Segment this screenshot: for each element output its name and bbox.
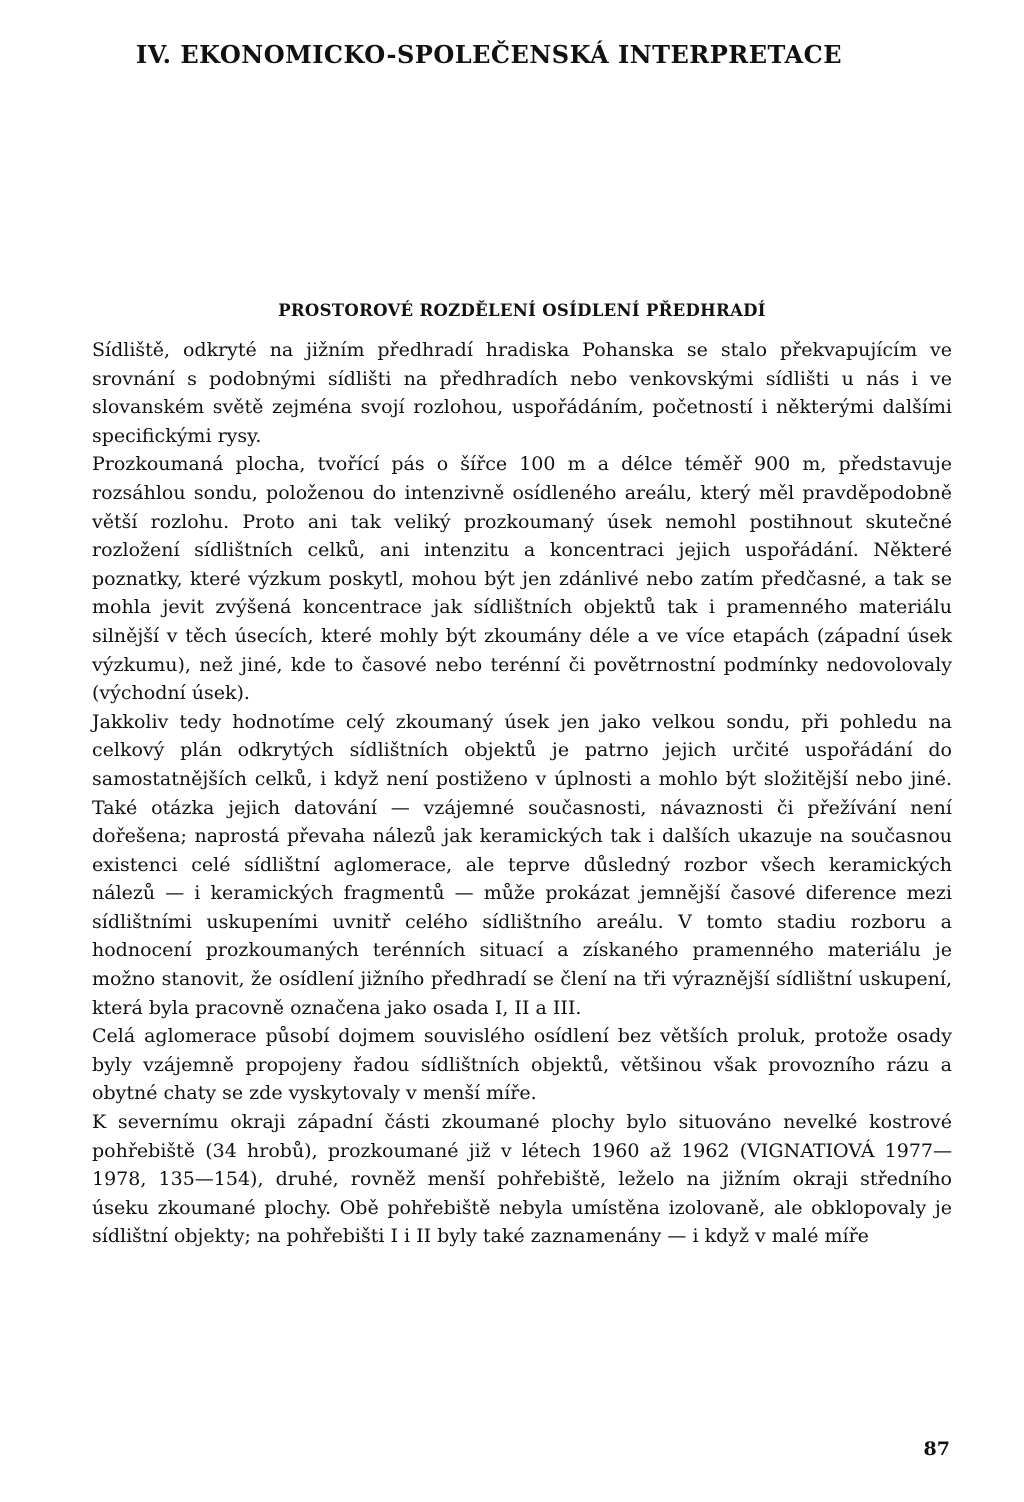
paragraph-2: Prozkoumaná plocha, tvořící pás o šířce 100 m a délce téměř 900 m, představuje rozsáhlou sondu, položenou do intenzivně osídleného areálu, který měl pravděpodobně větší rozlohu. Proto ani tak veliký prozkoumaný úsek nemohl postihnout skutečné rozložení sídlištních celků, ani intenzitu a koncentraci jejich uspořádání. Některé poznatky, které výzkum poskytl, mohou být jen zdánlivé nebo zatím předčasné, a tak se mohla jevit zvýšená koncentrace jak sídlištních objektů tak i pramenného materiálu silnější v těch úsecích, které mohly být zkoumány déle a ve více etapách (západní úsek výzkumu), než jiné, kde to časové nebo terénní či povětrnostní podmínky nedovolovaly (východní úsek). [92, 453, 952, 705]
paragraph-4: Celá aglomerace působí dojmem souvislého osídlení bez větších proluk, protože osady byly vzájemně propojeny řadou sídlištních objektů, většinou však provozního rázu a obytné chaty se zde vyskytovaly v menší míře. [92, 1025, 952, 1105]
chapter-title: IV. EKONOMICKO-SPOLEČENSKÁ INTERPRETACE [136, 40, 843, 69]
section-title: PROSTOROVÉ ROZDĚLENÍ OSÍDLENÍ PŘEDHRADÍ [278, 301, 766, 320]
paragraph-5: K severnímu okraji západní části zkoumané plochy bylo situováno nevelké kostrové pohřebiště (34 hrobů), prozkoumané již v létech 1960 až 1962 (VIGNATIOVÁ 1977—1978, 135—154), druhé, rovněž menší pohřebiště, leželo na jižním okraji středního úseku zkoumané plochy. Obě pohřebiště nebyla umístěna izolovaně, ale obklopovaly je sídlištní objekty; na pohřebišti I i II byly také zaznamenány — i když v malé míře [92, 1111, 952, 1248]
paragraph-3: Jakkoliv tedy hodnotíme celý zkoumaný úsek jen jako velkou sondu, při pohledu na celkový plán odkrytých sídlištních objektů je patrno jejich určité uspořádání do samostatnějších celků, i když není postiženo v úplnosti a mohlo být složitější nebo jiné. Také otázka jejich datování — vzájemné současnosti, návaznosti či přežívání není dořešena; naprostá převaha nálezů jak keramických tak i dalších ukazuje na současnou existenci celé sídlištní aglomerace, ale teprve důsledný rozbor všech keramických nálezů — i keramických fragmentů — může prokázat jemnější časové diference mezi sídlištními uskupeními uvnitř celého sídlištního areálu. V tomto stadiu rozboru a hodnocení prozkoumaných terénních situací a získaného pramenného materiálu je možno stanovit, že osídlení jižního předhradí se člení na tři výraznější sídlištní uskupení, která byla pracovně označena jako osada I, II a III. [92, 710, 952, 1019]
paragraph-1: Sídliště, odkryté na jižním předhradí hradiska Pohanska se stalo překvapujícím ve srovnání s podobnými sídlišti na předhradích nebo venkovskými sídlišti u nás i ve slovanském světě zejména svojí rozlohou, uspořádáním, početností i některými dalšími specifickými rysy. [92, 339, 952, 447]
page-content [92, 40, 952, 1251]
page-number: 87 [923, 1438, 950, 1460]
body-text [92, 336, 952, 1251]
